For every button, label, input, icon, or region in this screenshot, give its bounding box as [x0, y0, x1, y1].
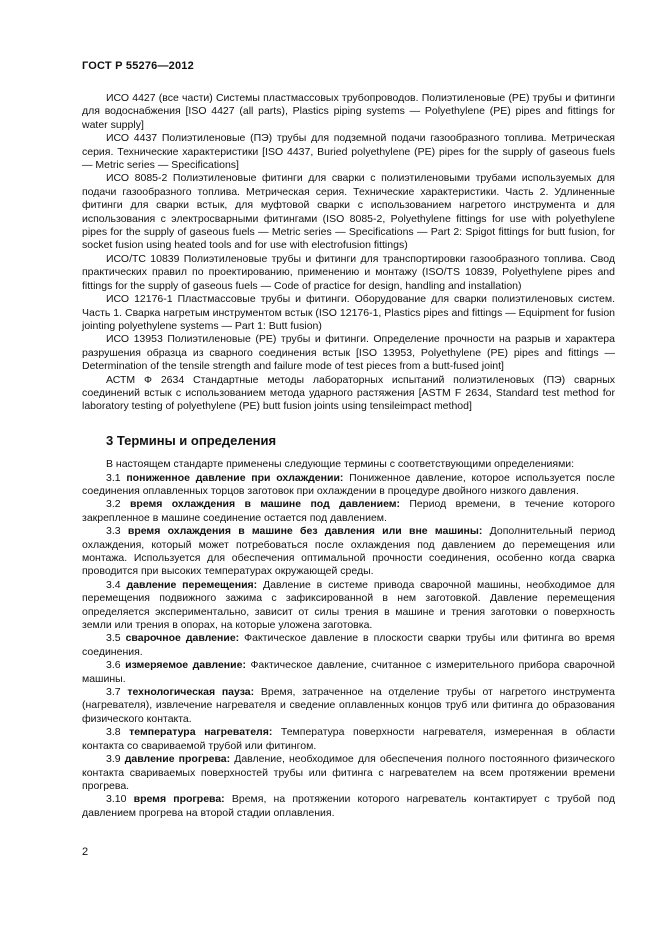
term-number: 3.10 [106, 793, 127, 806]
term-text: Температура поверхности нагревателя, измеренная в области контакта со свариваемой трубой или фитингом. [82, 726, 616, 752]
term-definition [82, 659, 615, 686]
term-name: давление перемещения: [126, 578, 258, 591]
reference-item: ИСО 4437 Полиэтиленовые (ПЭ) трубы для подземной подачи газообразного топлива. Метрическая серия. Технические характеристики [ISO 4437, Buried polyethylene (PE) pipes for the supply of gaseous fuels — Metric series — Specifications] [82, 132, 615, 172]
term-definition [82, 498, 615, 525]
term-name: технологическая пауза: [127, 686, 255, 699]
term-number: 3.1 [106, 471, 121, 484]
document-id-header: ГОСТ Р 55276—2012 [82, 60, 194, 72]
reference-item: ИСО 13953 Полиэтиленовые (PE) трубы и фитинги. Определение прочности на разрыв и характера разрушения образца из сварного соединения встык [ISO 13953, Polyethylene (PE) pipes and fittings — Determination of the tensile strength and failure mode of test pieces from a butt-fused joint] [82, 333, 615, 373]
term-number: 3.3 [106, 525, 121, 538]
term-text: Дополнительный период охлаждения, который может потребоваться после охлаждения под давлением до перемещения или монтажа. Используется для обеспечения оптимальной прочности соединения, особенно когда сварка проводится при высоких температурах окружающей среды. [82, 525, 615, 578]
terms-list [82, 472, 615, 821]
term-text: Фактическое давление в плоскости сварки трубы или фитинга во время соединения. [82, 632, 615, 658]
term-definition [82, 579, 615, 633]
term-text: Давление, необходимое для обеспечения полного постоянного физического контакта свариваемых поверхностей трубы или фитинга с нагревателем на всем протяжении времени прогрева. [82, 753, 615, 792]
reference-item: ИСО 8085-2 Полиэтиленовые фитинги для сварки с полиэтиленовыми трубами используемых для подачи газообразного топлива. Метрическая серия. Технические характеристики. Часть 2. Удлиненные фитинги для сварки встык, для муфтовой сварки с использованием нагретого инструмента и для использования с электросварными фитингами (ISO 8085-2, Polyethylene fittings for use with polyethylene pipes for the supply of gaseous fuels — Metric series — Specifications — Part 2: Spigot fittings for butt fusion, for socket fusion using heated tools and for use with electrofusion fittings) [82, 172, 615, 252]
term-name: время охлаждения в машине под давлением: [129, 498, 401, 511]
term-definition [82, 525, 615, 579]
reference-item: АСТМ Ф 2634 Стандартные методы лабораторных испытаний полиэтиленовых (ПЭ) сварных соединений встык с использованием метода ударного растяжения [ASTM F 2634, Standard test method for laboratory testing of polyethylene (PE) butt fusion joints using tensileimpact method] [82, 373, 615, 413]
term-number: 3.2 [106, 498, 121, 511]
term-name: время прогрева: [133, 793, 225, 806]
term-definition [82, 793, 615, 820]
term-text: Пониженное давление, которое используется после соединения оплавленных торцов заготовок при охлаждении в процедуре двойного низкого давления. [82, 471, 615, 497]
term-definition [82, 472, 615, 499]
reference-item: ИСО/ТС 10839 Полиэтиленовые трубы и фитинги для транспортировки газообразного топлива. Свод практических правил по проектированию, применению и монтажу (ISO/TS 10839, Polyethylene pipes and fittings for the supply of gaseous fuels — Code of practice for design, handling and installation) [82, 252, 615, 292]
term-text: Время, на протяжении которого нагреватель контактирует с трубой под давлением прогрева на второй стадии оплавления. [82, 793, 615, 819]
reference-item: ИСО 12176-1 Пластмассовые трубы и фитинги. Оборудование для сварки полиэтиленовых систем. Часть 1. Сварка нагретым инструментом встык (ISO 12176-1, Plastics pipes and fittings — Equipment for fusion jointing polyethylene systems — Part 1: Butt fusion) [82, 293, 615, 332]
references-list [82, 92, 615, 414]
term-text: Период времени, в течение которого закрепленное в машине соединение остается под давлением. [82, 498, 615, 524]
term-name: измеряемое давление: [125, 659, 246, 672]
term-text: Фактическое давление, считанное с измерительного прибора сварочной машины. [82, 659, 615, 685]
term-number: 3.8 [106, 726, 121, 739]
term-definition [82, 686, 615, 726]
term-definition [82, 726, 615, 753]
term-name: сварочное давление: [125, 632, 240, 645]
section-intro: В настоящем стандарте применены следующие термины с соответствующими определениями: [106, 458, 575, 471]
section-title: 3 Термины и определения [106, 432, 277, 448]
term-name: температура нагревателя: [129, 726, 273, 739]
term-definition [82, 632, 615, 659]
term-name: давление прогрева: [124, 753, 231, 766]
term-name: время охлаждения в машине без давления или вне машины: [127, 525, 483, 538]
page-number: 2 [82, 846, 89, 858]
term-text: Время, затраченное на отделение трубы от нагретого инструмента (нагревателя), извлечение нагревателя и сведение оплавленных концов труб или фитинга до образования физического контакта. [82, 686, 616, 725]
term-name: пониженное давление при охлаждении: [126, 471, 344, 484]
term-number: 3.9 [106, 753, 121, 766]
term-number: 3.7 [106, 686, 121, 699]
term-definition [82, 753, 615, 793]
document-body [82, 92, 615, 820]
term-number: 3.5 [106, 632, 121, 645]
term-number: 3.6 [106, 659, 121, 672]
reference-item: ИСО 4427 (все части) Системы пластмассовых трубопроводов. Полиэтиленовые (PE) трубы и фитинги для водоснабжения [ISO 4427 (all parts), Plastics piping systems — Polyethylene (PE) pipes and fittings for water supply] [82, 92, 615, 131]
term-number: 3.4 [106, 578, 121, 591]
term-text: Давление в системе привода сварочной машины, необходимое для перемещения подвижного зажима с зафиксированной в нем заготовкой. Давление перемещения определяется экспериментально, зависит от силы трения в машине и трения заготовки о поверхность земли или трения в опорах, на которые уложена заготовка. [82, 578, 615, 632]
